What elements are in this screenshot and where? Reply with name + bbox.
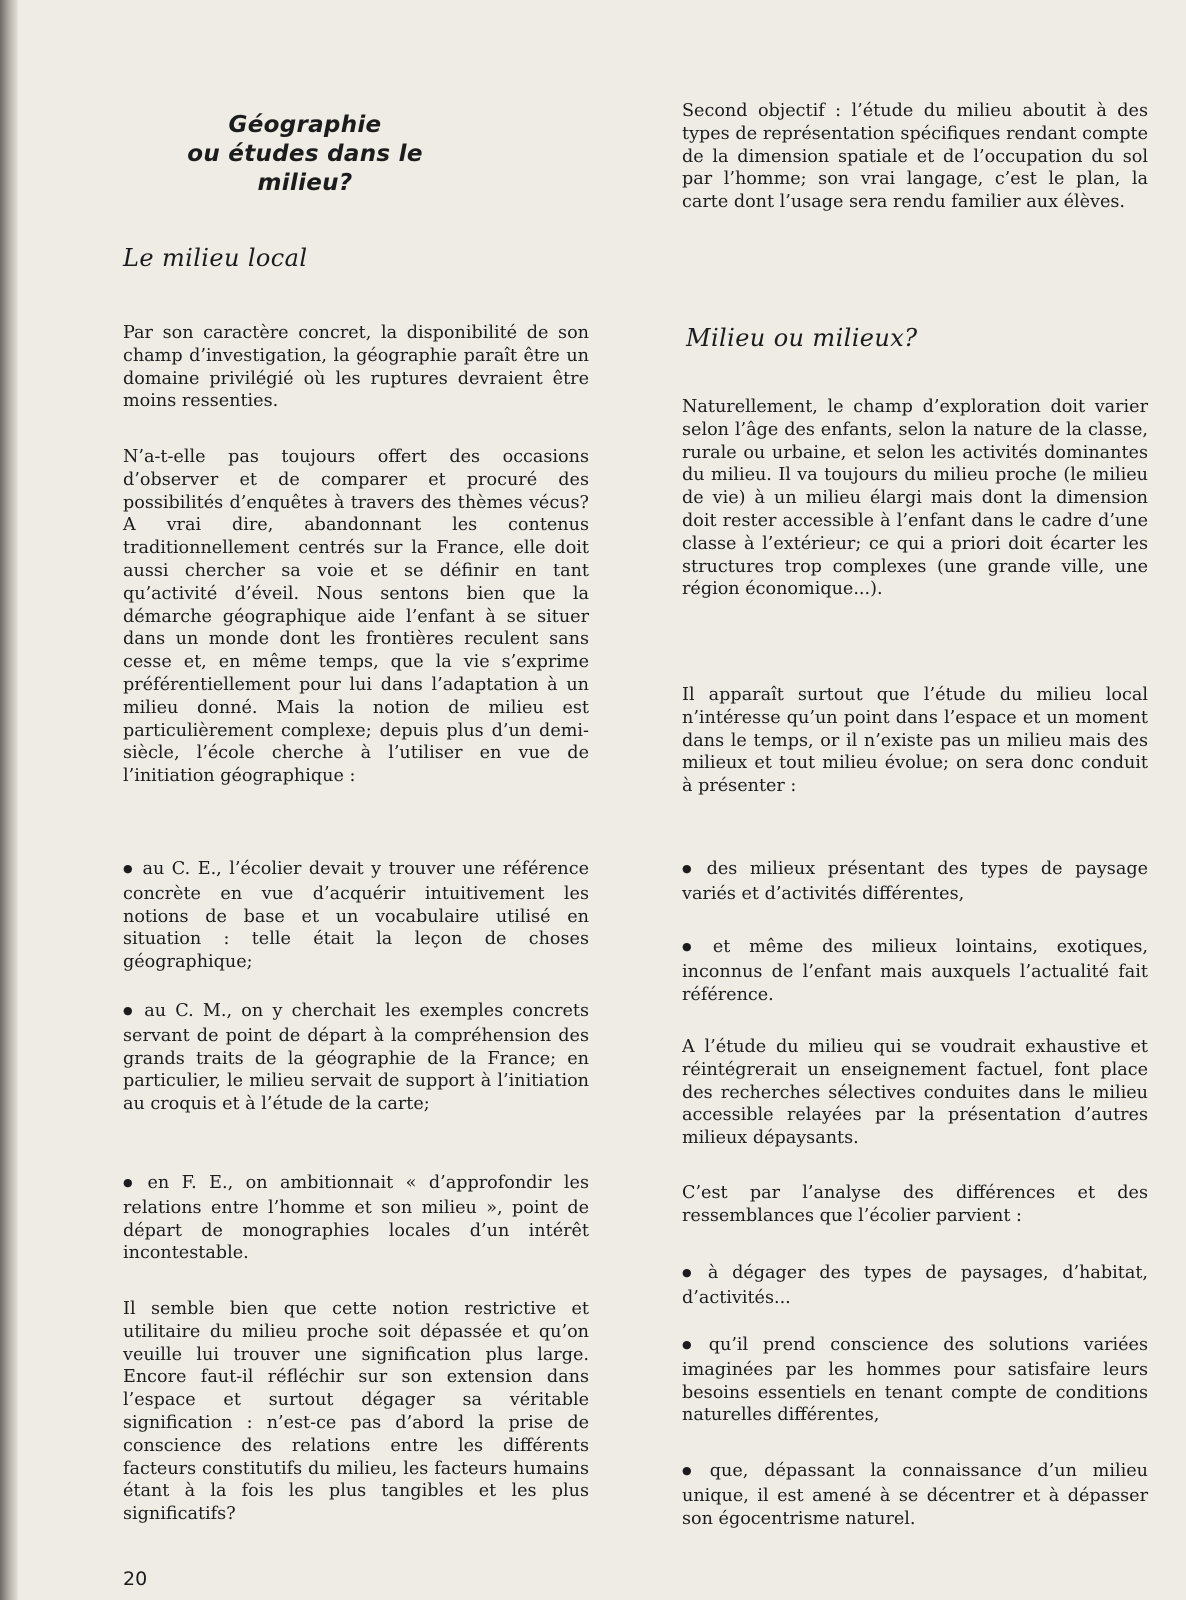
bullet-icon	[682, 1461, 710, 1481]
left-paragraph-1: Par son caractère concret, la disponibilité de son champ d’investigation, la géographie paraît être un domaine privilégié où les ruptures devraient être moins ressenties.	[123, 323, 589, 412]
bullet-icon	[682, 937, 713, 957]
right-paragraph-4: A l’étude du milieu qui se voudrait exhaustive et réintégrerait un enseignement factuel, font place des recherches sélectives conduites dans le milieu accessible relayées par la présentation d’autres milieux dépaysants.	[682, 1037, 1148, 1149]
left-bullet-ce-text: au C. E., l’écolier devait y trouver une référence concrète en vue d’acquérir intuitivement les notions de base et un vocabulaire utilisé en situation : telle était la leçon de choses géographique;	[123, 859, 589, 973]
right-bullet-3-text: à dégager des types de paysages, d’habitat, d’activités...	[682, 1263, 1148, 1308]
article-title-line1: Géographie	[228, 112, 382, 139]
left-bullet-cm-text: au C. M., on y cherchait les exemples concrets servant de point de départ à la compréhension des grands traits de la géographie de la France; en particulier, le milieu servait de support à l’initiation au croquis et à l’étude de la carte;	[123, 1001, 589, 1115]
section-heading-milieu-local: Le milieu local	[123, 244, 308, 272]
bullet-icon	[682, 1263, 708, 1283]
left-paragraph-2: N’a-t-elle pas toujours offert des occasions d’observer et de comparer et procuré des possibilités d’enquêtes à travers des thèmes vécus? A vrai dire, abandonnant les contenus traditionnellement centrés sur la France, elle doit aussi chercher sa voie et se définir en tant qu’activité d’éveil. Nous sentons bien que la démarche géographique aide l’enfant à se situer dans un monde dont les frontières reculent sans cesse et, en même temps, que la vie s’exprime préférentiellement pour lui dans l’adaptation à un milieu donné. Mais la notion de milieu est particulièrement complexe; depuis plus d’un demi-siècle, l’école cherche à l’utiliser en vue de l’initiation géographique :	[123, 447, 589, 787]
right-bullet-4	[682, 1334, 1148, 1427]
left-bullet-fe-text: en F. E., on ambitionnait « d’approfondir les relations entre l’homme et son milieu », point de départ de monographies locales d’un intérêt incontestable.	[123, 1173, 589, 1264]
section-heading-milieu-ou-milieux: Milieu ou milieux?	[686, 324, 918, 352]
bullet-icon	[682, 859, 707, 879]
right-bullet-5-text: que, dépassant la connaissance d’un milieu unique, il est amené à se décentrer et à dépasser son égocentrisme naturel.	[682, 1461, 1148, 1529]
left-bullet-cm	[123, 1000, 589, 1116]
page-spine-shadow	[0, 0, 18, 1600]
right-paragraph-3: Il apparaît surtout que l’étude du milieu local n’intéresse qu’un point dans l’espace et un moment dans le temps, or il n’existe pas un milieu mais des milieux et tout milieu évolue; on sera donc conduit à présenter :	[682, 685, 1148, 797]
left-paragraph-3: Il semble bien que cette notion restrictive et utilitaire du milieu proche soit dépassée et qu’on veuille lui trouver une signification plus large. Encore faut-il réfléchir sur son extension dans l’espace et surtout dégager sa véritable signification : n’est-ce pas d’abord la prise de conscience des relations entre les différents facteurs constitutifs du milieu, les facteurs humains étant à la fois les plus tangibles et les plus significatifs?	[123, 1299, 589, 1525]
bullet-icon	[123, 859, 143, 879]
right-paragraph-1: Second objectif : l’étude du milieu aboutit à des types de représentation spécifiques rendant compte de la dimension spatiale et de l’occupation du sol par l’homme; son vrai langage, c’est le plan, la carte dont l’usage sera rendu familier aux élèves.	[682, 101, 1148, 213]
right-paragraph-5: C’est par l’analyse des différences et des ressemblances que l’écolier parvient :	[682, 1183, 1148, 1226]
right-bullet-1-text: des milieux présentant des types de paysage variés et d’activités différentes,	[682, 859, 1148, 904]
bullet-icon	[123, 1173, 147, 1193]
bullet-icon	[682, 1335, 709, 1355]
right-bullet-4-text: qu’il prend conscience des solutions variées imaginées par les hommes pour satisfaire leurs besoins essentiels en tenant compte de conditions naturelles différentes,	[682, 1335, 1148, 1426]
article-title-line2: ou études dans le milieu?	[187, 141, 423, 197]
bullet-icon	[123, 1001, 144, 1021]
right-bullet-3	[682, 1262, 1148, 1310]
right-bullet-2-text: et même des milieux lointains, exotiques, inconnus de l’enfant mais auxquels l’actualité fait référence.	[682, 937, 1148, 1005]
page-number: 20	[123, 1568, 148, 1590]
left-bullet-fe	[123, 1172, 589, 1265]
right-bullet-2	[682, 936, 1148, 1006]
right-bullet-5	[682, 1460, 1148, 1530]
article-title	[140, 111, 470, 198]
right-bullet-1	[682, 858, 1148, 906]
left-bullet-ce	[123, 858, 589, 974]
right-paragraph-2: Naturellement, le champ d’exploration doit varier selon l’âge des enfants, selon la nature de la classe, rurale ou urbaine, et selon les activités dominantes du milieu. Il va toujours du milieu proche (le milieu de vie) à un milieu élargi mais dont la dimension doit rester accessible à l’enfant dans le cadre d’une classe à l’extérieur; ce qui a priori doit écarter les structures trop complexes (une grande ville, une région économique...).	[682, 397, 1148, 600]
